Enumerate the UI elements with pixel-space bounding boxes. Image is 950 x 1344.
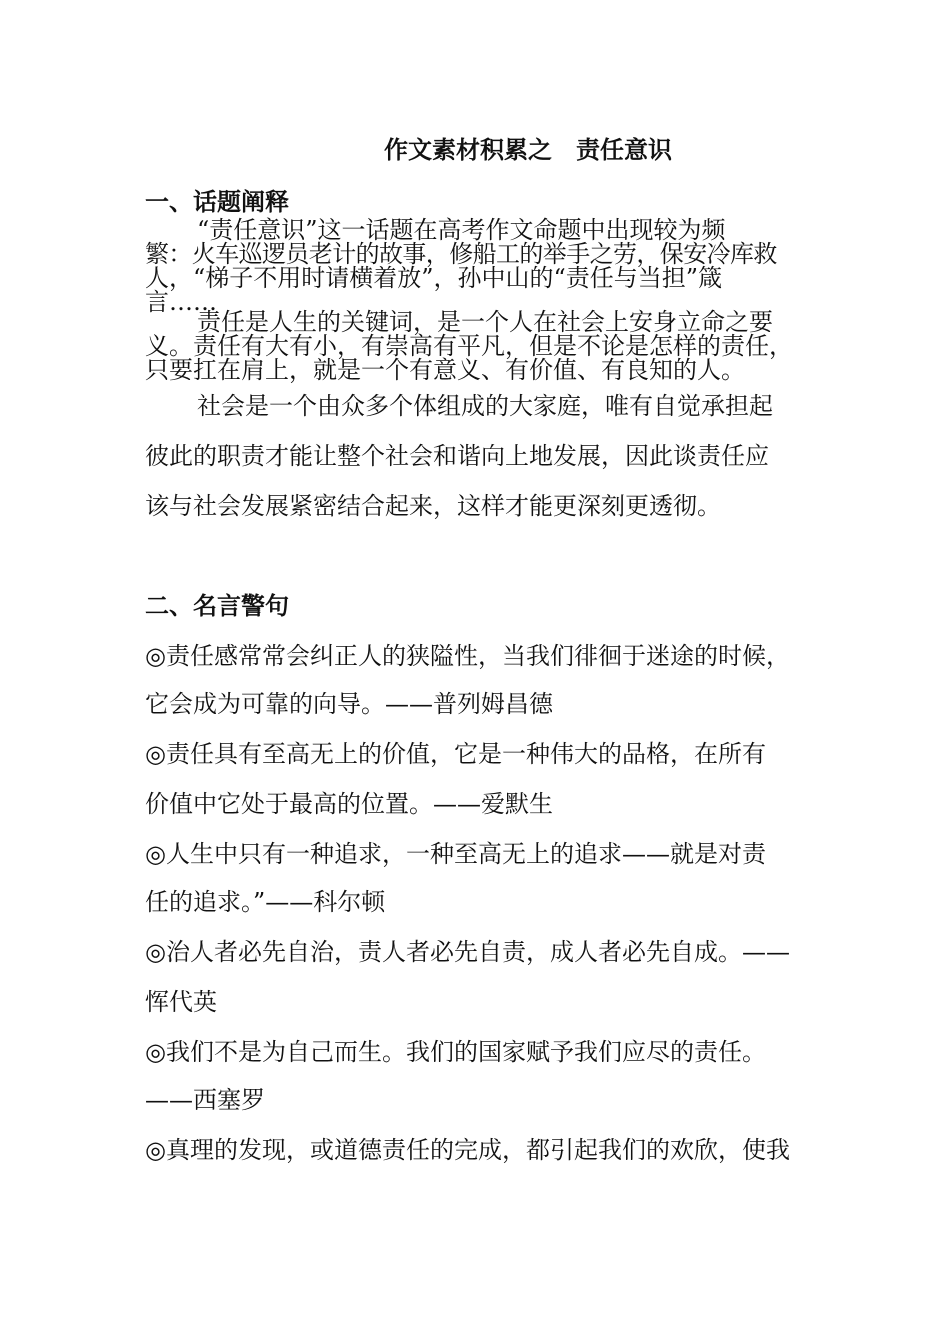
page-title: 作文素材积累之 责任意识 (384, 135, 672, 164)
quote-line: ——西塞罗 (145, 1086, 265, 1114)
paragraph-line: 彼此的职责才能让整个社会和谐向上地发展，因此谈责任应 (145, 442, 769, 470)
paragraph-line: 只要扛在肩上，就是一个有意义、有价值、有良知的人。 (145, 356, 745, 384)
paragraph-line: 言…… (145, 288, 217, 316)
paragraph-line: 人，“梯子不用时请横着放”，孙中山的“责任与当担”箴 (145, 264, 723, 292)
quote-line: ◎人生中只有一种追求，一种至高无上的追求——就是对责 (145, 840, 766, 868)
paragraph-line: “责任意识”这一话题在高考作文命题中出现较为频 (197, 216, 726, 244)
quote-line: ◎责任具有至高无上的价值，它是一种伟大的品格，在所有 (145, 740, 766, 768)
paragraph-line: 繁：火车巡逻员老计的故事，修船工的举手之劳，保安冷库救 (145, 240, 777, 268)
quote-line: ◎真理的发现，或道德责任的完成，都引起我们的欢欣，使我 (145, 1136, 790, 1164)
quote-line: 恽代英 (145, 988, 217, 1016)
quote-line: ◎我们不是为自己而生。我们的国家赋予我们应尽的责任。 (145, 1038, 766, 1066)
quote-line: 它会成为可靠的向导。——普列姆昌德 (145, 690, 553, 718)
quote-line: 任的追求。”——科尔顿 (145, 888, 386, 916)
paragraph-line: 义。责任有大有小，有崇高有平凡，但是不论是怎样的责任， (145, 332, 793, 360)
section-heading-quotes: 二、名言警句 (145, 591, 289, 620)
section-heading-topic: 一、话题阐释 (145, 187, 289, 216)
paragraph-line: 该与社会发展紧密结合起来，这样才能更深刻更透彻。 (145, 492, 721, 520)
quote-line: 价值中它处于最高的位置。——爱默生 (145, 790, 553, 818)
quote-line: ◎责任感常常会纠正人的狭隘性，当我们徘徊于迷途的时候， (145, 642, 790, 670)
quote-line: ◎治人者必先自治，责人者必先自责，成人者必先自成。—— (145, 938, 790, 966)
paragraph-line: 社会是一个由众多个体组成的大家庭，唯有自觉承担起 (197, 392, 773, 420)
paragraph-line: 责任是人生的关键词，是一个人在社会上安身立命之要 (197, 308, 773, 336)
